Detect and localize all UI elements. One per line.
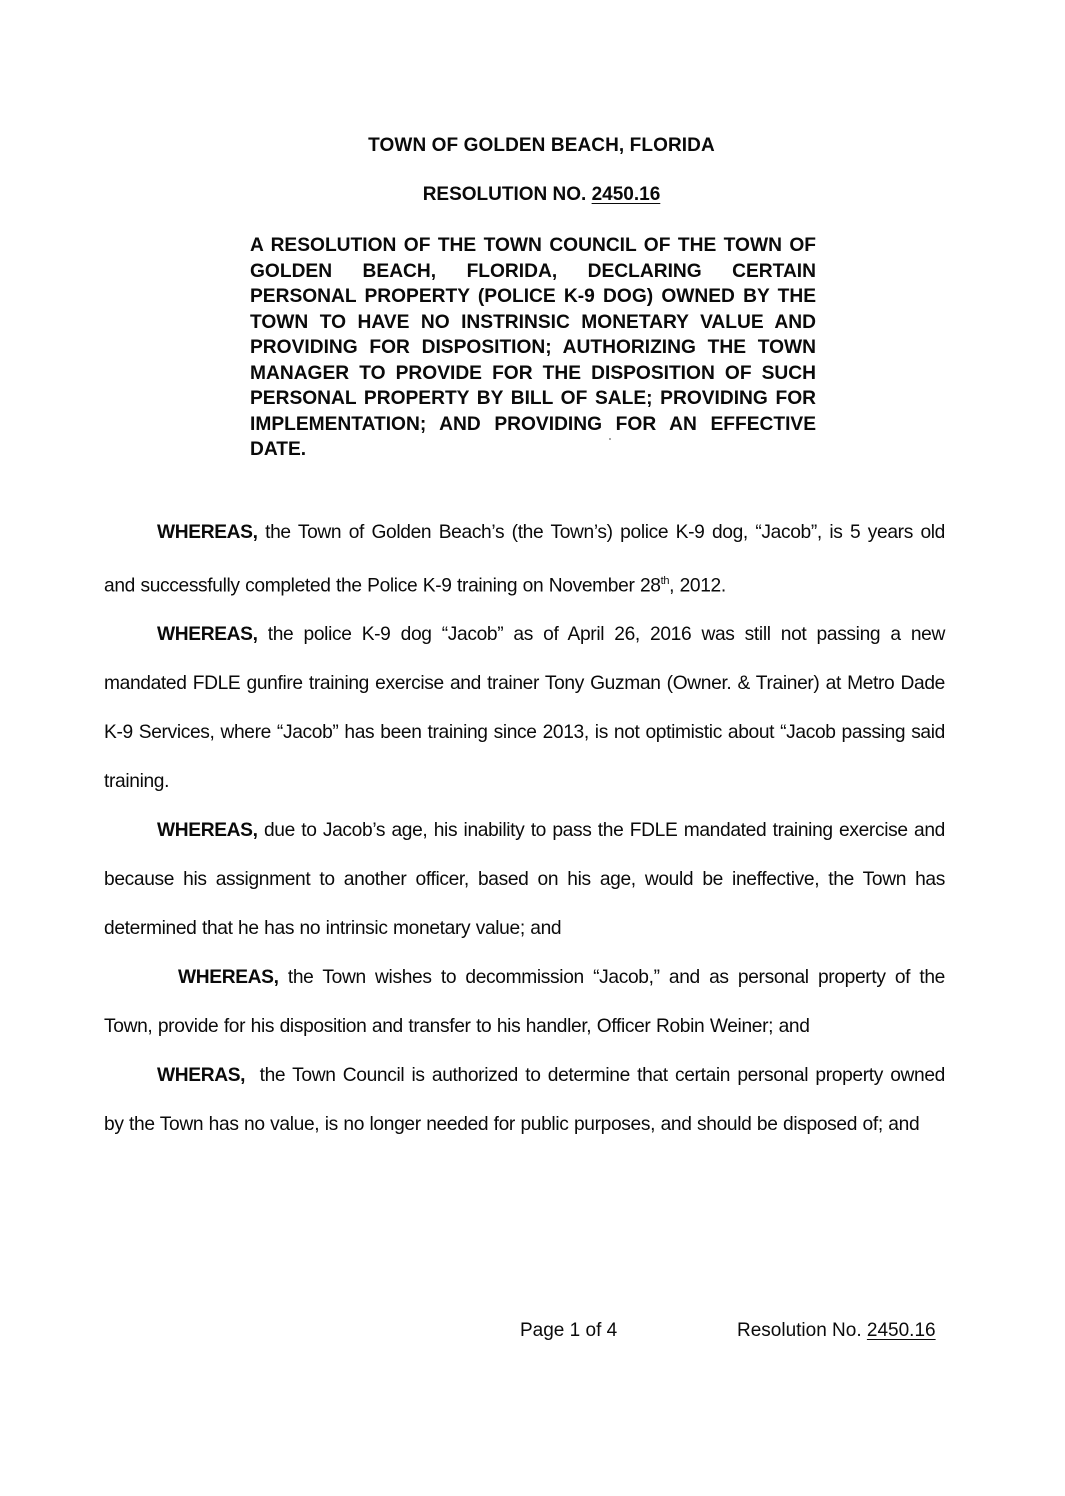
resolution-summary: A RESOLUTION OF THE TOWN COUNCIL OF THE TOWN OF GOLDEN BEACH, FLORIDA, DECLARING CERTAIN PERSONAL PROPERTY (POLICE K-9 DOG) OWNED BY THE TOWN TO HAVE NO INSTRINSIC MONETARY VALUE AND PROVIDING FOR DISPOSITION; AUTHORIZING THE TOWN MANAGER TO PROVIDE FOR THE DISPOSITION OF SUCH PERSONAL PROPERTY BY BILL OF SALE; PROVIDING FOR IMPLEMENTATION; AND PROVIDING FOR AN EFFECTIVE DATE. — [250, 235, 816, 460]
whereas-paragraph-1 — [104, 508, 945, 610]
whereas-lead: WHEREAS, — [178, 967, 279, 989]
ordinal-suffix: th — [660, 575, 670, 587]
scan-artifact — [609, 438, 611, 440]
whereas-paragraph-5 — [104, 1051, 951, 1149]
paragraph-text: the Town wishes to decommission “Jacob,” and as personal property of the Town, provide for his disposition and transfer to his handler, Officer Robin Weiner; and — [104, 967, 945, 1038]
paragraph-text: due to Jacob’s age, his inability to pass the FDLE mandated training exercise and because his assignment to another officer, based on his age, would be ineffective, the Town has determined that he has no intrinsic monetary value; and — [104, 820, 945, 940]
whereas-lead: WHEREAS, — [157, 624, 258, 646]
whereas-paragraph-2 — [104, 610, 945, 806]
whereas-paragraph-3 — [104, 806, 945, 953]
whereas-lead: WHEREAS, — [157, 522, 258, 543]
whereas-lead: WHEREAS, — [157, 820, 258, 842]
town-title: TOWN OF GOLDEN BEACH, FLORIDA — [368, 135, 715, 156]
document-body — [104, 508, 951, 1149]
whereas-paragraph-4 — [104, 953, 945, 1051]
paragraph-text: the Town Council is authorized to determine that certain personal property owned by the Town has no value, is no longer needed for public purposes, and should be disposed of; and — [104, 1065, 951, 1136]
paragraph-text: the Town of Golden Beach’s (the Town’s) police K-9 dog, “Jacob”, is 5 years old and successfully completed the Police K-9 training on November 28 — [104, 522, 945, 597]
paragraph-text: the police K-9 dog “Jacob” as of April 26, 2016 was still not passing a new mandated FDLE gunfire training exercise and trainer Tony Guzman (Owner. & Trainer) at Metro Dade K-9 Services, where “Jacob” has been training since 2013, is not optimistic about “Jacob passing said training. — [104, 624, 945, 793]
footer-resolution-number: 2450.16 — [866, 1320, 936, 1341]
footer-resolution — [737, 1320, 936, 1342]
page-number: Page 1 of 4 — [520, 1320, 618, 1341]
whereas-lead: WHERAS, — [157, 1065, 246, 1087]
paragraph-text-end: , 2012. — [669, 575, 726, 597]
footer-resolution-label: Resolution No. — [737, 1320, 862, 1341]
resolution-heading — [0, 184, 1065, 206]
resolution-number: 2450.16 — [591, 184, 661, 205]
resolution-label: RESOLUTION NO. — [422, 184, 587, 205]
